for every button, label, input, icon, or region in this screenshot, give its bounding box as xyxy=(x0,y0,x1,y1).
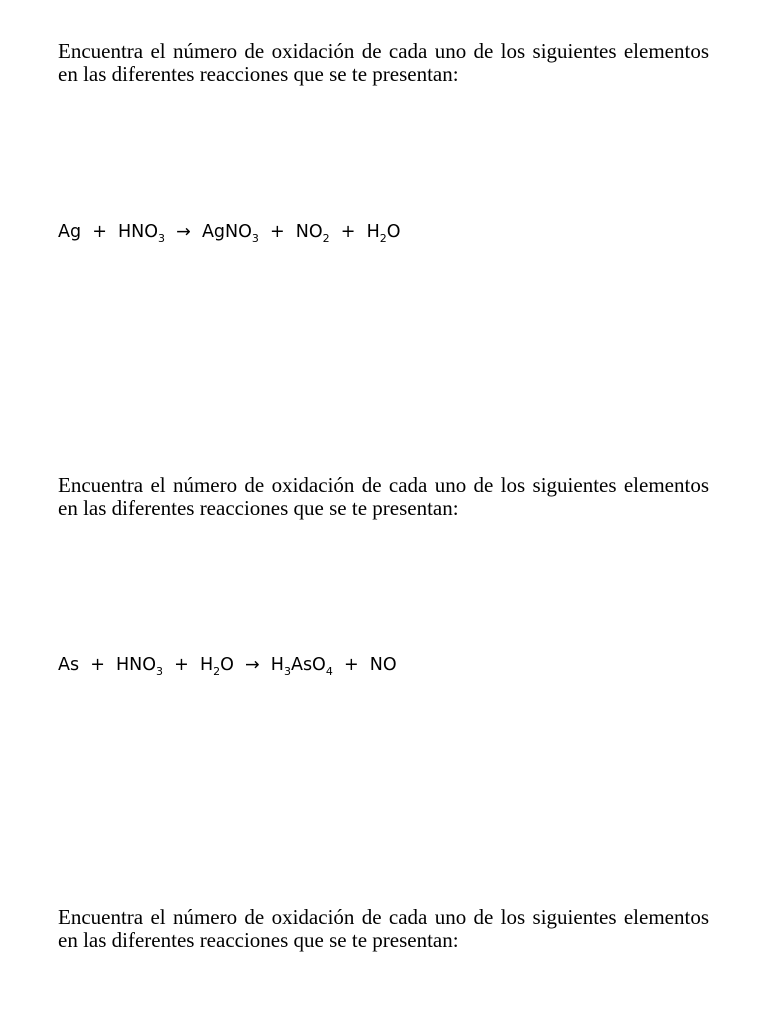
equation-term: Ag + HNO xyxy=(58,222,159,242)
exercise-1-instruction: Encuentra el número de oxidación de cada uno de los siguientes elementos en las diferentes reacciones que se te presentan: xyxy=(58,39,709,86)
exercise-2-instruction: Encuentra el número de oxidación de cada uno de los siguientes elementos en las diferentes reacciones que se te presentan: xyxy=(58,473,709,520)
equation-subscript: 3 xyxy=(158,232,166,245)
exercise-3-instruction-block xyxy=(58,906,709,952)
exercise-3-instruction: Encuentra el número de oxidación de cada uno de los siguientes elementos en las diferentes reacciones que se te presentan: xyxy=(58,905,709,952)
equation-term: O → H xyxy=(220,655,284,675)
equation-subscript: 3 xyxy=(156,665,164,678)
equation-term: + H xyxy=(163,655,214,675)
equation-1 xyxy=(58,220,709,244)
equation-term: + NO xyxy=(332,655,397,675)
equation-term: → AgNO xyxy=(165,222,252,242)
equation-subscript: 2 xyxy=(379,232,387,245)
equation-subscript: 3 xyxy=(283,665,291,678)
exercise-2-instruction-block xyxy=(58,474,709,520)
equation-term: AsO xyxy=(290,655,326,675)
exercise-1-equation-block xyxy=(58,220,709,244)
exercise-2-equation-block xyxy=(58,653,709,677)
equation-subscript: 4 xyxy=(325,665,333,678)
equation-term: As + HNO xyxy=(58,655,157,675)
exercise-1-instruction-block xyxy=(58,40,709,86)
equation-subscript: 2 xyxy=(213,665,221,678)
equation-2 xyxy=(58,653,709,677)
equation-term: + NO xyxy=(258,222,323,242)
equation-term: + H xyxy=(329,222,380,242)
equation-term: O xyxy=(386,222,401,242)
equation-subscript: 2 xyxy=(322,232,330,245)
equation-subscript: 3 xyxy=(251,232,259,245)
